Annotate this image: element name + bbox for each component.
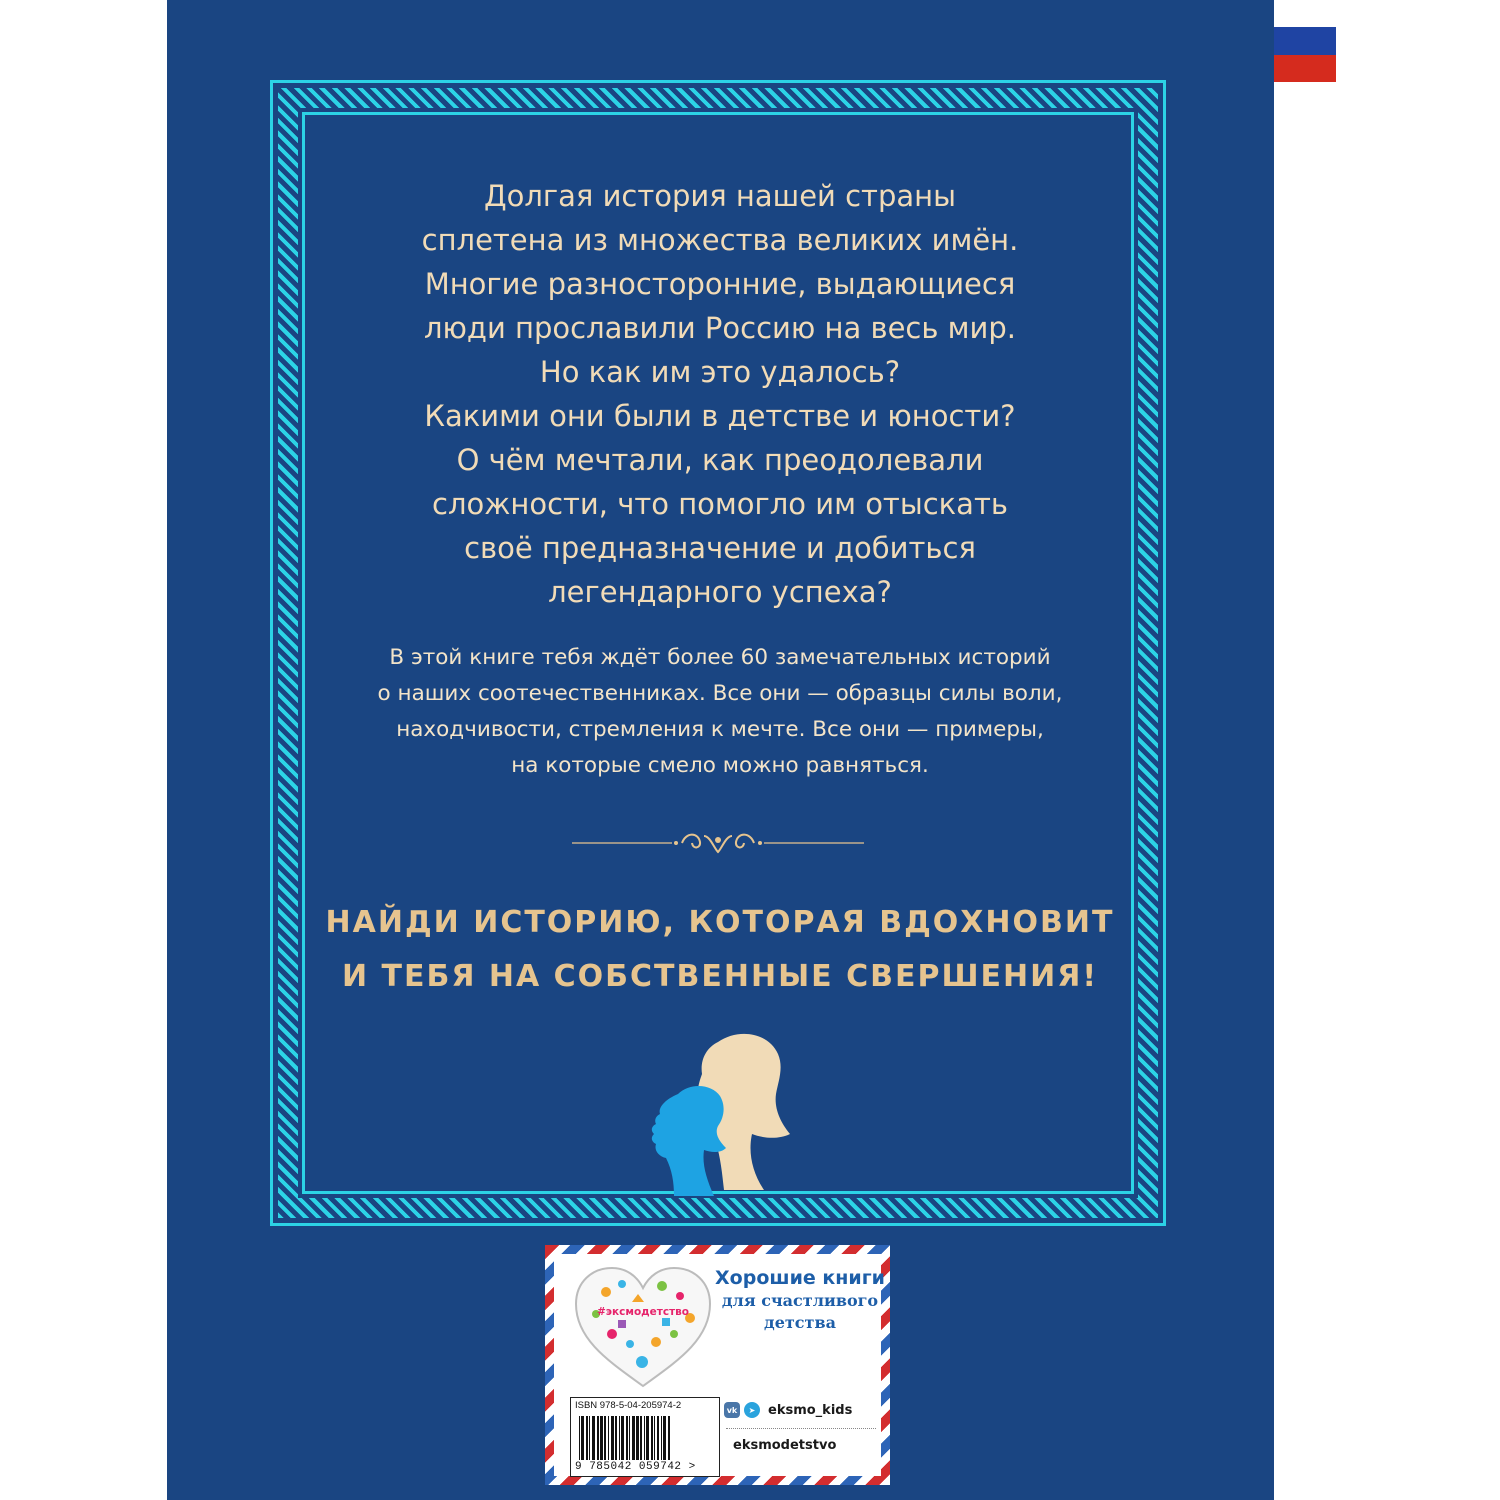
details-line: находчивости, стремления к мечте. Все они — примеры, xyxy=(396,717,1044,742)
barcode-bar xyxy=(644,1416,645,1460)
slogan-bold: Хорошие книги xyxy=(715,1267,885,1289)
details-paragraph xyxy=(320,640,1120,784)
barcode-bar xyxy=(640,1416,642,1460)
isbn-text: ISBN 978-5-04-205974-2 xyxy=(575,1400,682,1411)
intro-line: Но как им это удалось? xyxy=(539,355,901,389)
slogan-rest: для счастливого детства xyxy=(721,1291,879,1332)
barcode-bar xyxy=(629,1416,630,1460)
telegram-icon: ➤ xyxy=(744,1402,760,1418)
heart-logo-icon xyxy=(570,1262,716,1392)
barcode-digits: 9 785042 059742 > xyxy=(575,1461,696,1473)
social-handle-kids: eksmo_kids xyxy=(768,1402,853,1418)
barcode-bar xyxy=(661,1416,662,1460)
cta-line: НАЙДИ ИСТОРИЮ, КОТОРАЯ ВДОХНОВИТ xyxy=(325,905,1115,940)
barcode-bar xyxy=(646,1416,649,1460)
barcode-bar xyxy=(581,1416,584,1460)
flag-red-stripe xyxy=(1274,55,1336,82)
intro-line: Какими они были в детстве и юности? xyxy=(424,399,1016,433)
barcode-bar xyxy=(621,1416,624,1460)
social-handle-site: eksmodetstvo xyxy=(733,1438,837,1453)
details-line: на которые смело можно равняться. xyxy=(511,753,929,778)
barcode-bar xyxy=(604,1416,606,1460)
barcode-bar xyxy=(636,1416,639,1460)
publisher-slogan xyxy=(714,1266,886,1334)
barcode-bar xyxy=(657,1416,659,1460)
barcode-bar xyxy=(611,1416,614,1460)
intro-paragraph xyxy=(320,174,1120,614)
barcode-bar xyxy=(608,1416,609,1460)
barcode-bar xyxy=(597,1416,599,1460)
publisher-label xyxy=(545,1245,890,1485)
hashtag-label: #эксмодетство xyxy=(596,1306,690,1318)
intro-line: легендарного успеха? xyxy=(548,575,892,609)
intro-line: Долгая история нашей страны xyxy=(483,179,956,213)
barcode-bar xyxy=(663,1416,666,1460)
silhouettes-icon xyxy=(640,1030,800,1200)
barcode-icon xyxy=(577,1416,715,1460)
barcode-bar xyxy=(668,1416,670,1460)
barcode-bar xyxy=(651,1416,653,1460)
barcode-bar xyxy=(589,1416,590,1460)
details-line: о наших соотечественниках. Все они — образцы силы воли, xyxy=(377,681,1063,706)
russian-flag-icon xyxy=(1274,0,1336,82)
flag-blue-stripe xyxy=(1274,27,1336,54)
intro-line: сплетена из множества великих имён. xyxy=(421,223,1019,257)
intro-line: своё предназначение и добиться xyxy=(464,531,976,565)
barcode-bar xyxy=(619,1416,620,1460)
intro-line: люди прославили Россию на весь мир. xyxy=(423,311,1017,345)
vk-icon: vk xyxy=(724,1402,740,1418)
barcode-bar xyxy=(615,1416,617,1460)
cta-line: И ТЕБЯ НА СОБСТВЕННЫЕ СВЕРШЕНИЯ! xyxy=(341,959,1099,994)
barcode-block xyxy=(570,1397,720,1477)
ornament-divider-icon xyxy=(572,826,864,860)
intro-line: О чём мечтали, как преодолевали xyxy=(456,443,984,477)
details-line: В этой книге тебя ждёт более 60 замечательных историй xyxy=(389,645,1051,670)
social-links-site xyxy=(729,1436,836,1454)
barcode-bar xyxy=(600,1416,603,1460)
flag-white-stripe xyxy=(1274,0,1336,27)
barcode-bar xyxy=(626,1416,628,1460)
barcode-bar xyxy=(654,1416,655,1460)
barcode-bar xyxy=(632,1416,635,1460)
barcode-bar xyxy=(586,1416,588,1460)
barcode-bar xyxy=(592,1416,595,1460)
call-to-action xyxy=(320,896,1120,1004)
social-links-kids xyxy=(724,1402,852,1418)
intro-line: Многие разносторонние, выдающиеся xyxy=(424,267,1016,301)
intro-line: сложности, что помогло им отыскать xyxy=(432,487,1008,521)
publisher-label-body xyxy=(554,1254,885,1476)
social-divider xyxy=(726,1428,876,1429)
barcode-bar xyxy=(579,1416,580,1460)
